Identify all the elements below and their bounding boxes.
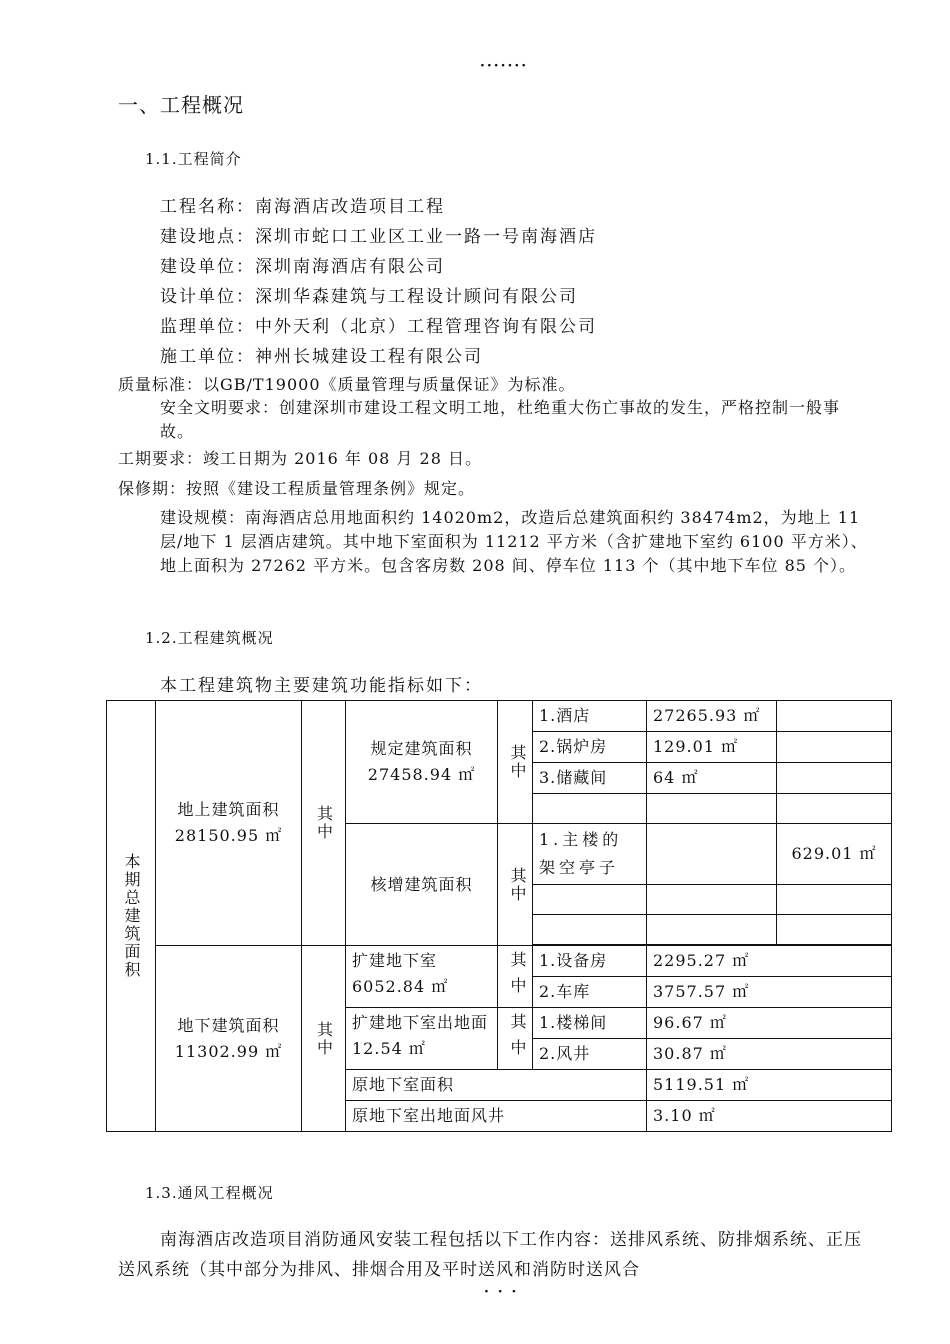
below-ground-cell bbox=[156, 946, 302, 1132]
project-location: 建设地点：深圳市蛇口工业区工业一路一号南海酒店 bbox=[160, 227, 597, 247]
design-unit: 设计单位：深圳华森建筑与工程设计顾问有限公司 bbox=[160, 287, 578, 307]
empty-cell bbox=[777, 732, 892, 763]
construction-scale: 建设规模：南海酒店总用地面积约 14020m2，改造后总建筑面积约 38474m2，为地上 11 层/地下 1 层酒店建筑。其中地下室面积为 11212 平方米（含扩建地下室约 6100 平方米）、地上面积为 27262 平方米。包含客房数 208 间、停车位 113 个（其中地下车位 85 个）。 bbox=[160, 508, 868, 575]
rule-area-label: 规定建筑面积 bbox=[370, 739, 473, 758]
expansion-qizhong-cell bbox=[498, 946, 533, 1008]
extra-item-value: 629.01 ㎡ bbox=[777, 824, 892, 885]
subsection-title-1-3: 1.3.通风工程概况 bbox=[145, 1184, 274, 1202]
empty-cell bbox=[777, 915, 892, 945]
rule-item-name: 3.储藏间 bbox=[533, 763, 647, 794]
section-title: 一、工程概况 bbox=[118, 93, 244, 117]
contractor-unit: 施工单位：神州长城建设工程有限公司 bbox=[160, 347, 483, 367]
rule-qizhong-cell bbox=[498, 701, 533, 824]
expansion-item-value: 3757.57 ㎡ bbox=[647, 977, 892, 1008]
expansion-item-name: 1.设备房 bbox=[533, 946, 647, 977]
empty-cell bbox=[777, 794, 892, 824]
below-ground-value: 11302.99 ㎡ bbox=[174, 1041, 283, 1061]
above-ground-value: 28150.95 ㎡ bbox=[174, 826, 283, 845]
construction-unit: 建设单位：深圳南海酒店有限公司 bbox=[160, 257, 445, 277]
table-intro: 本工程建筑物主要建筑功能指标如下： bbox=[160, 676, 483, 696]
empty-cell bbox=[777, 885, 892, 915]
exit-item-value: 30.87 ㎡ bbox=[647, 1039, 892, 1070]
ventilation-body: 南海酒店改造项目消防通风安装工程包括以下工作内容：送排风系统、防排烟系统、正压送风系统（其中部分为排风、排烟合用及平时送风和消防时送风合 bbox=[118, 1230, 862, 1280]
empty-cell bbox=[647, 885, 777, 915]
expansion-item-value: 2295.27 ㎡ bbox=[647, 946, 892, 977]
exit-value: 12.54 ㎡ bbox=[352, 1039, 426, 1058]
header-dots: ······· bbox=[480, 58, 529, 74]
extra-qizhong-cell bbox=[498, 824, 533, 946]
warranty-period: 保修期：按照《建设工程质量管理条例》规定。 bbox=[118, 479, 476, 498]
exit-item-name: 2.风井 bbox=[533, 1039, 647, 1070]
empty-cell bbox=[777, 701, 892, 732]
exit-item-value: 96.67 ㎡ bbox=[647, 1008, 892, 1039]
exit-qizhong-cell bbox=[498, 1008, 533, 1070]
empty-cell bbox=[777, 763, 892, 794]
subsection-title-1-2: 1.2.工程建筑概况 bbox=[145, 629, 274, 647]
rule-item-name: 1.酒店 bbox=[533, 701, 647, 732]
above-qizhong-cell bbox=[302, 701, 346, 946]
rule-item-value: 129.01 ㎡ bbox=[647, 732, 777, 763]
expansion-qizhong: 其中 bbox=[508, 950, 527, 1003]
supervision-unit: 监理单位：中外天利（北京）工程管理咨询有限公司 bbox=[160, 317, 597, 337]
below-qizhong: 其中 bbox=[314, 1020, 334, 1057]
expansion-cell bbox=[346, 946, 498, 1008]
rule-qizhong: 其中 bbox=[508, 744, 527, 780]
expansion-item-name: 2.车库 bbox=[533, 977, 647, 1008]
extra-item-name: 1.主楼的架空亭子 bbox=[533, 824, 647, 885]
exit-label: 扩建地下室出地面 bbox=[352, 1013, 489, 1032]
project-name: 工程名称：南海酒店改造项目工程 bbox=[160, 197, 445, 217]
empty-cell bbox=[647, 824, 777, 885]
empty-cell bbox=[647, 915, 777, 945]
extra-area-cell bbox=[346, 824, 498, 946]
safety-requirement: 安全文明要求：创建深圳市建设工程文明工地，杜绝重大伤亡事故的发生，严格控制一般事故。 bbox=[160, 398, 841, 441]
rule-area-cell bbox=[346, 701, 498, 824]
empty-cell bbox=[533, 885, 647, 915]
footer-dots: · · · bbox=[484, 1284, 519, 1300]
above-ground-label: 地上建筑面积 bbox=[177, 800, 280, 819]
subsection-title-1-1: 1.1.工程简介 bbox=[145, 150, 242, 168]
original-basement-label: 原地下室面积 bbox=[346, 1070, 647, 1101]
extra-qizhong: 其中 bbox=[508, 866, 527, 903]
exit-item-name: 1.楼梯间 bbox=[533, 1008, 647, 1039]
rule-item-value: 64 ㎡ bbox=[647, 763, 777, 794]
original-basement-value: 5119.51 ㎡ bbox=[647, 1070, 892, 1101]
empty-cell bbox=[533, 915, 647, 945]
exit-qizhong: 其中 bbox=[508, 1012, 527, 1065]
total-area-label-cell bbox=[107, 701, 156, 1132]
expansion-label: 扩建地下室 bbox=[352, 951, 438, 970]
original-shaft-value: 3.10 ㎡ bbox=[647, 1101, 892, 1132]
exit-cell bbox=[346, 1008, 498, 1070]
below-ground-label: 地下建筑面积 bbox=[177, 1015, 280, 1035]
above-qizhong: 其中 bbox=[314, 805, 334, 841]
rule-area-value: 27458.94 ㎡ bbox=[367, 765, 476, 784]
original-shaft-label: 原地下室出地面风井 bbox=[346, 1101, 647, 1132]
extra-area-label: 核增建筑面积 bbox=[370, 874, 473, 894]
above-ground-cell bbox=[156, 701, 302, 946]
total-area-label: 本期总建筑面积 bbox=[122, 853, 141, 979]
area-table bbox=[106, 700, 892, 1132]
period-requirement: 工期要求：竣工日期为 2016 年 08 月 28 日。 bbox=[118, 449, 482, 468]
below-qizhong-cell bbox=[302, 946, 346, 1132]
quality-standard: 质量标准：以GB/T19000《质量管理与质量保证》为标准。 bbox=[118, 375, 576, 394]
rule-item-name: 2.锅炉房 bbox=[533, 732, 647, 763]
empty-cell bbox=[533, 794, 647, 824]
empty-cell bbox=[647, 794, 777, 824]
rule-item-value: 27265.93 ㎡ bbox=[647, 701, 777, 732]
expansion-value: 6052.84 ㎡ bbox=[352, 977, 449, 996]
